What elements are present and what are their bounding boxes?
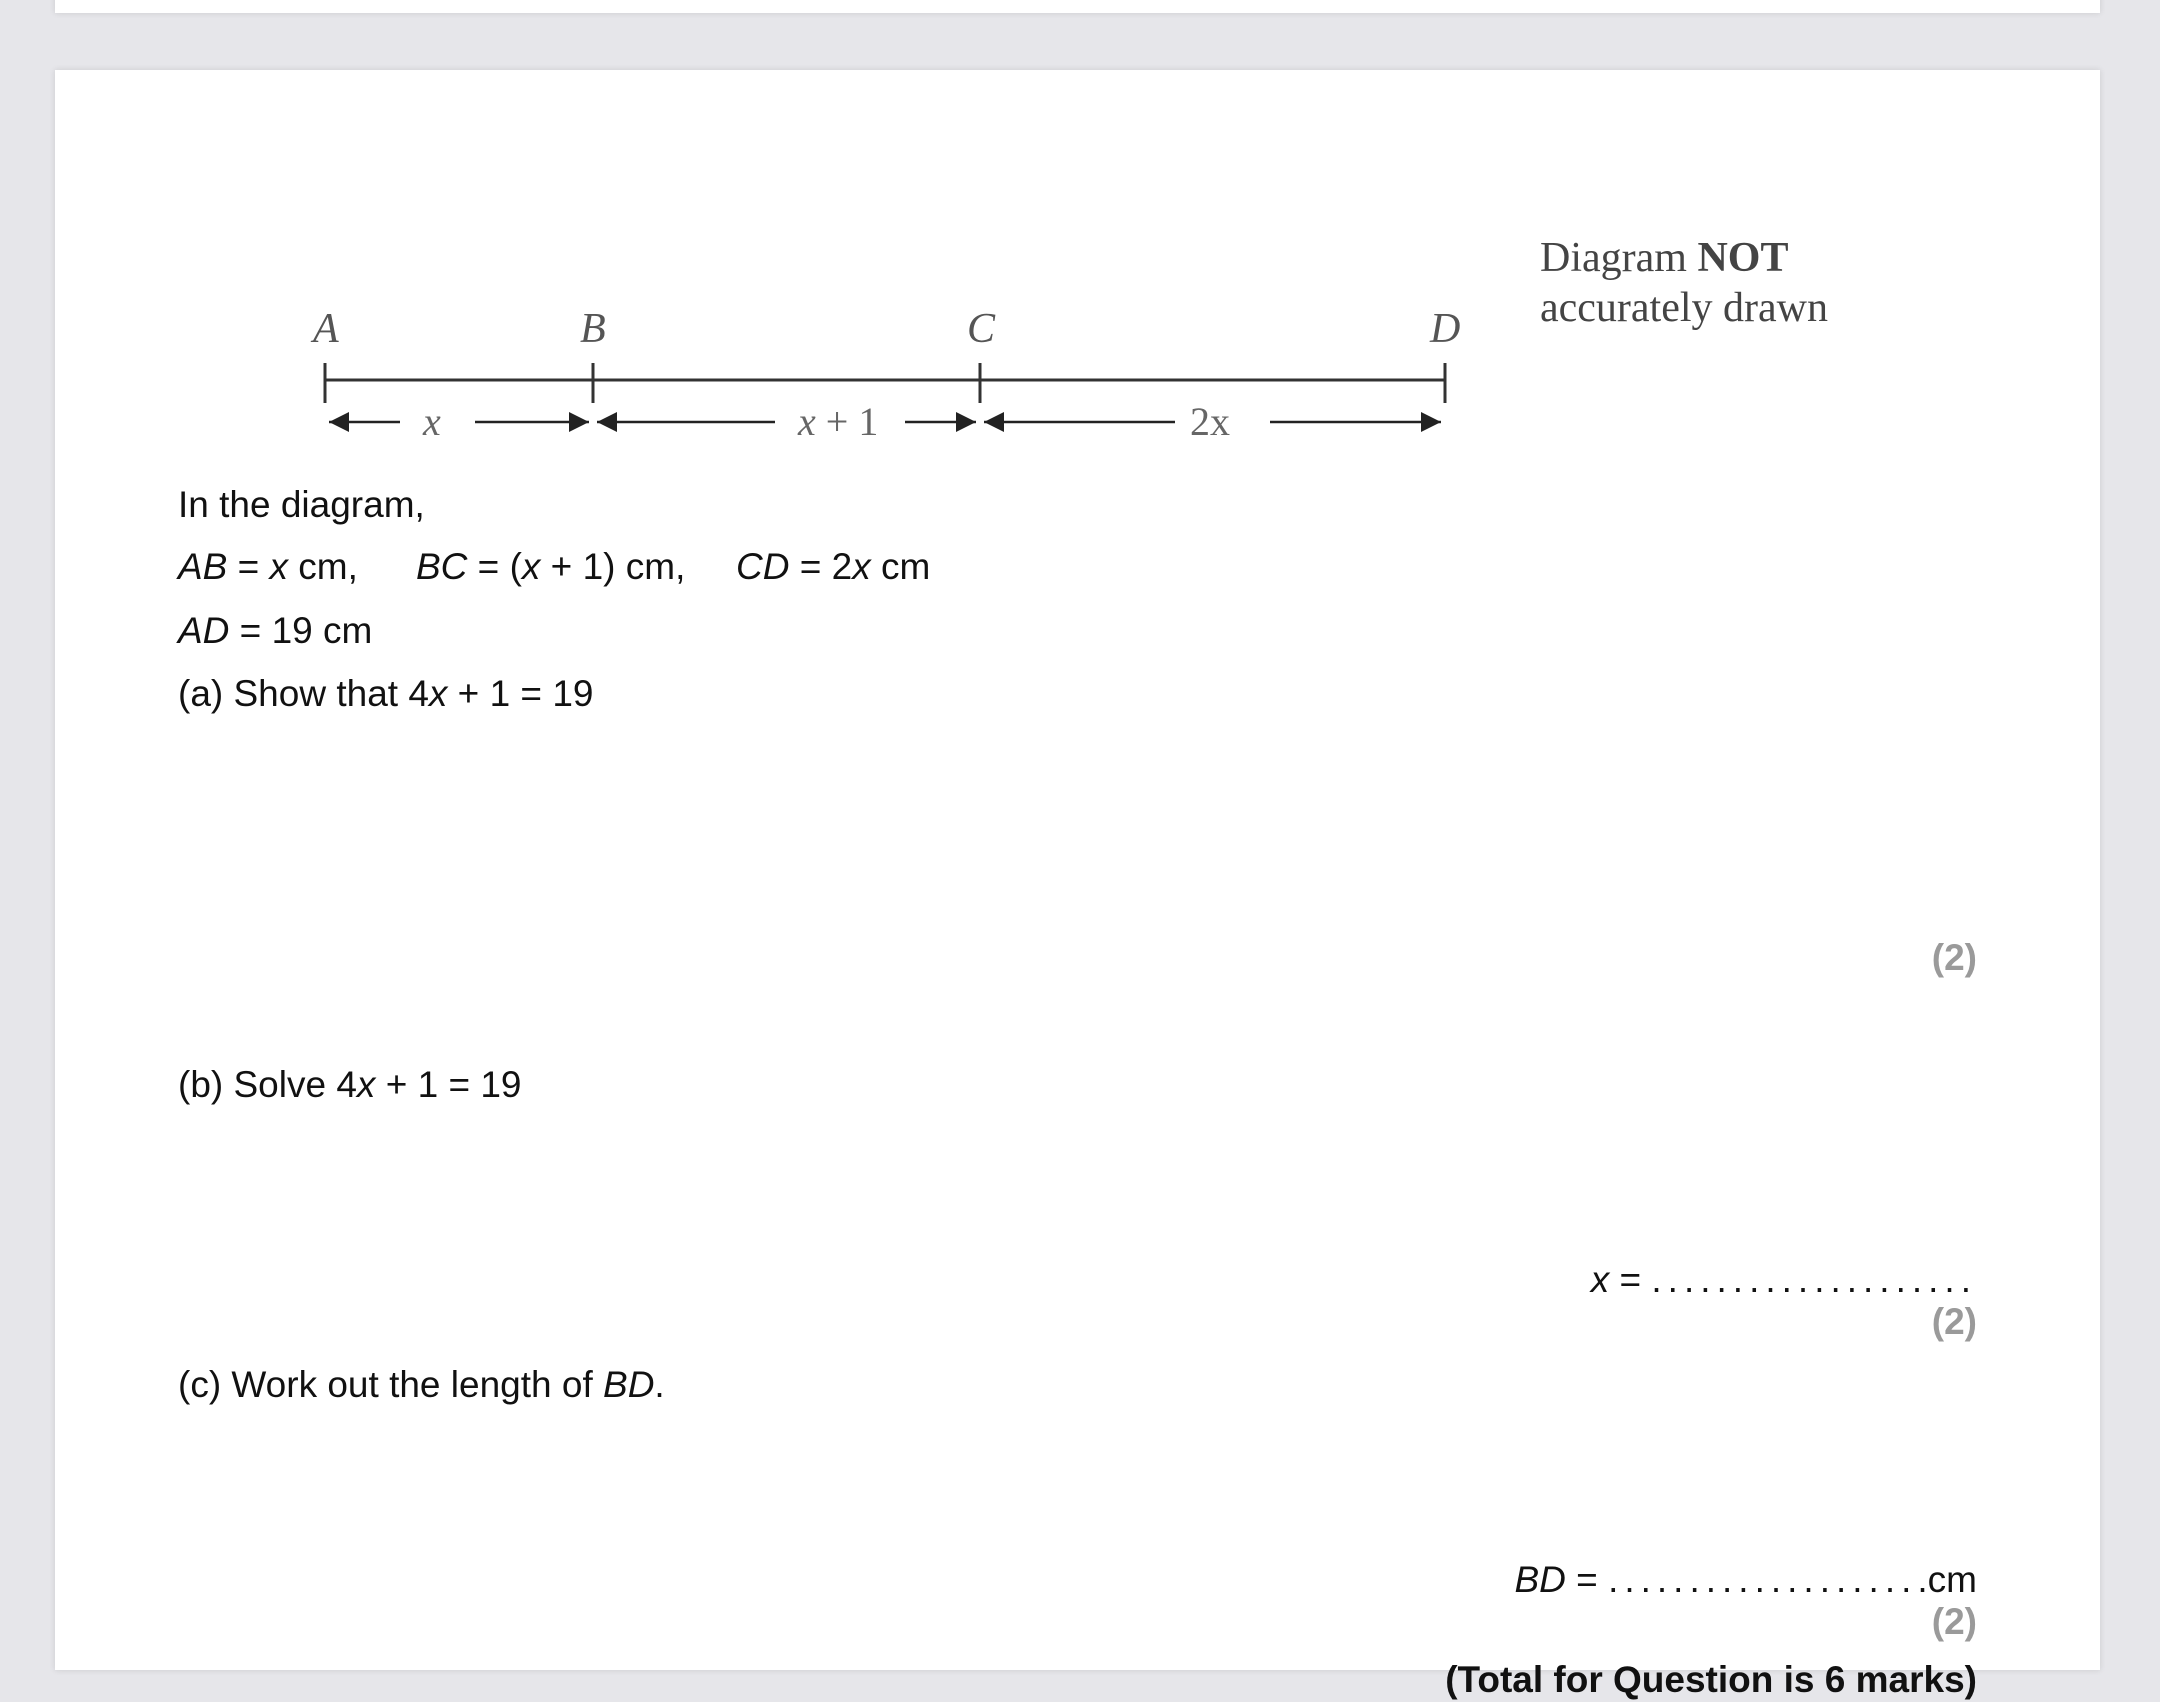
diagram-note [1540, 233, 1828, 333]
diagram-note-line2: accurately drawn [1540, 285, 1828, 331]
given-ab: AB = x cm, [178, 546, 358, 587]
point-label-a: A [313, 306, 339, 352]
point-label-d: D [1430, 306, 1461, 352]
line-segment-diagram [285, 285, 1485, 455]
given-cd: CD = 2x cm [736, 546, 931, 587]
part-a-prompt: (a) Show that 4x + 1 = 19 [178, 673, 594, 714]
given-ad: AD = 19 cm [178, 610, 373, 651]
dimension-label-cd: 2x [1190, 399, 1230, 444]
question-total: (Total for Question is 6 marks) [1445, 1659, 1977, 1700]
part-b-marks: (2) [1931, 1301, 1977, 1342]
point-label-c: C [967, 306, 996, 352]
previous-page-edge [55, 0, 2100, 13]
dimension-label-ab: x [423, 399, 441, 444]
diagram-note-line1: Diagram NOT [1540, 235, 1789, 281]
given-bc: BC = (x + 1) cm, [416, 546, 686, 587]
answer-line-bd[interactable]: BD = ....................cm [1514, 1559, 1977, 1600]
answer-line-x[interactable]: x = .................... [1590, 1259, 1977, 1300]
part-b-prompt: (b) Solve 4x + 1 = 19 [178, 1064, 522, 1105]
worksheet-page [55, 70, 2100, 1700]
dimension-label-bc: x + 1 [798, 399, 879, 444]
part-c-marks: (2) [1931, 1601, 1977, 1642]
part-a-marks: (2) [1931, 937, 1977, 978]
part-c-prompt: (c) Work out the length of BD. [178, 1364, 665, 1405]
question-intro: In the diagram, [178, 484, 425, 525]
point-label-b: B [580, 306, 606, 352]
